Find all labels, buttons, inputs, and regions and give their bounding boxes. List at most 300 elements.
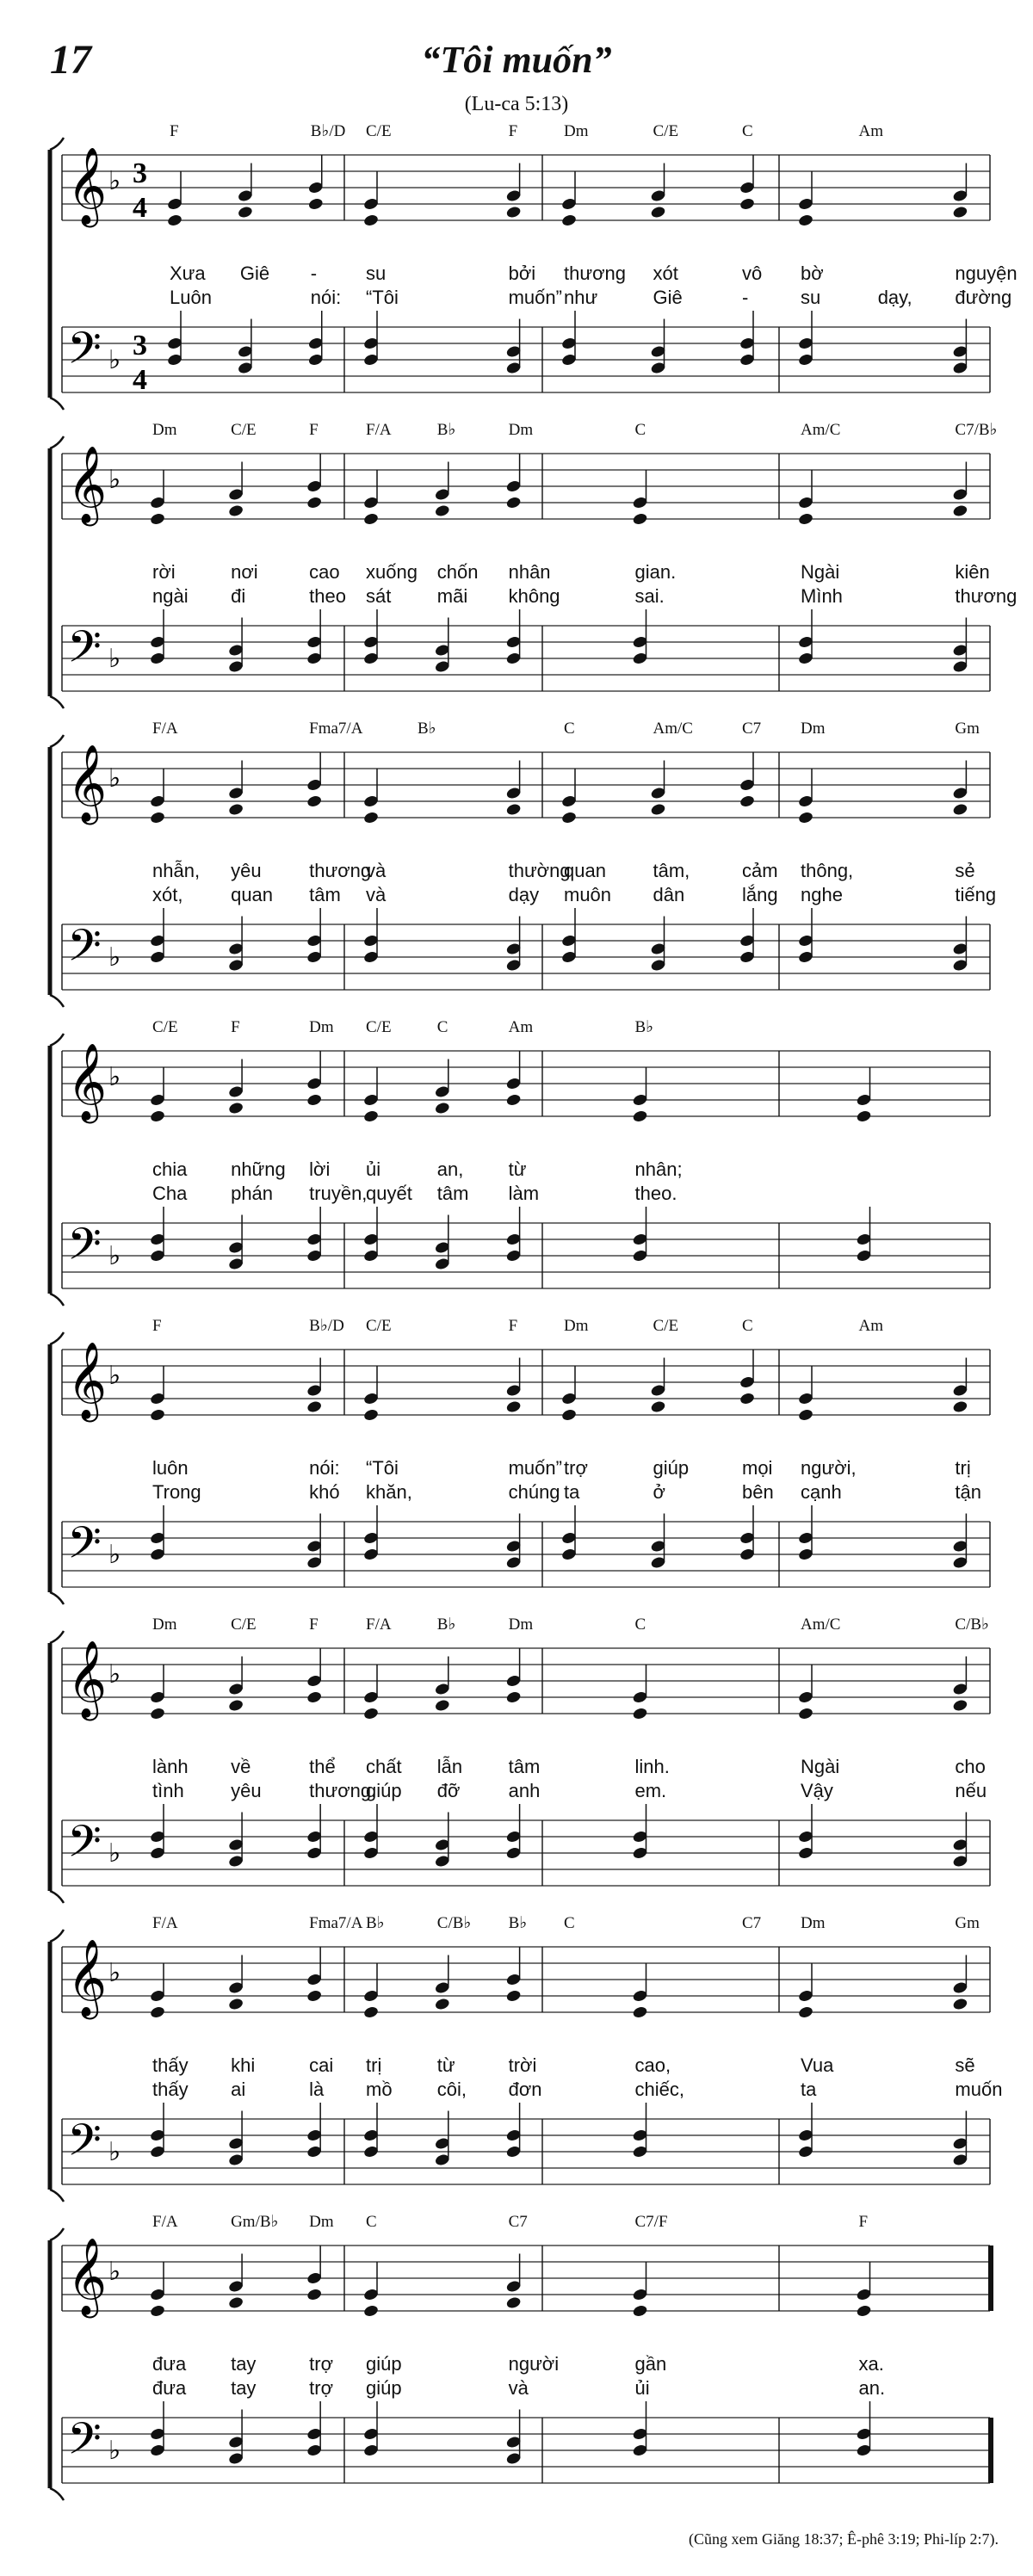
lyric-verse-2: Trong (152, 1481, 201, 1503)
lyric-verse-1: gian. (634, 561, 677, 583)
footer-note: (Cũng xem Giăng 18:37; Ê-phê 3:19; Phi-líp 2:7). (689, 2530, 999, 2548)
treble-clef-icon: 𝄞 (67, 744, 108, 822)
lyric-verse-1: trợ (309, 2353, 334, 2375)
note-head (505, 206, 522, 219)
note-head (952, 206, 968, 219)
lyric-verse-1: cao (309, 561, 340, 583)
note-head (228, 2296, 244, 2310)
lyric-verse-2: ngài (152, 585, 189, 607)
lyric-verse-2: theo. (634, 1183, 677, 1204)
flat-icon: ♭ (108, 2257, 121, 2287)
note-head (306, 794, 323, 808)
note-head (237, 206, 253, 219)
hymn-title: “Tôi muốn” (421, 39, 612, 81)
lyric-verse-1: lời (309, 1158, 331, 1180)
chord-symbol: F/A (152, 1914, 178, 1932)
note-head (505, 1093, 522, 1107)
chord-symbol: F (309, 421, 319, 439)
note-head (228, 1102, 244, 1115)
lyric-verse-2: Giê (653, 287, 683, 308)
chord-symbol: Am/C (801, 421, 841, 439)
chord-symbol: C/E (366, 1317, 392, 1335)
lyric-verse-1: nơi (231, 561, 258, 583)
lyric-verse-2: dạy (508, 884, 540, 905)
chord-symbol: Dm (309, 1018, 334, 1036)
lyric-verse-2: nói: (310, 287, 342, 308)
chord-symbol: B♭ (508, 1914, 528, 1932)
note-head (306, 1400, 323, 1414)
chord-symbol: B♭/D (310, 122, 346, 140)
chord-symbol: Dm (564, 1317, 589, 1335)
note-head (632, 2005, 648, 2019)
lyric-verse-2: tay (231, 2377, 257, 2399)
lyric-verse-1: linh. (634, 1756, 670, 1777)
lyric-verse-1: chia (152, 1158, 188, 1180)
lyric-verse-1: chất (366, 1756, 402, 1777)
chord-symbol: Dm (152, 1615, 177, 1634)
lyric-verse-1: và (366, 860, 387, 881)
bass-clef-icon: 𝄢 (67, 2412, 102, 2475)
treble-clef-icon: 𝄞 (67, 1043, 108, 1121)
lyric-verse-2: Vậy (801, 1780, 833, 1801)
lyric-verse-2: mãi (436, 585, 468, 607)
lyric-verse-1: xót (653, 263, 678, 284)
lyric-verse-1: bờ (801, 263, 824, 284)
lyric-verse-1: mọi (742, 1457, 773, 1479)
chord-symbol: C/E (366, 1018, 392, 1036)
note-head (952, 1699, 968, 1713)
note-head (167, 213, 183, 227)
note-head (150, 1408, 166, 1422)
lyric-verse-2: - (742, 287, 749, 308)
chord-symbol: C/E (152, 1018, 178, 1036)
lyric-verse-1: sẻ (955, 860, 975, 881)
lyric-verse-2: tâm (436, 1183, 469, 1204)
note-head (150, 1707, 166, 1720)
note-head (150, 2005, 166, 2019)
lyric-verse-2: Luôn (170, 287, 212, 308)
note-head (650, 206, 666, 219)
flat-icon: ♭ (108, 2436, 121, 2466)
lyric-verse-2: yêu (231, 1780, 262, 1801)
treble-clef-icon: 𝄞 (67, 1939, 108, 2017)
note-head (505, 803, 522, 817)
note-head (561, 811, 578, 825)
flat-icon: ♭ (108, 1540, 121, 1570)
treble-clef-icon: 𝄞 (67, 1640, 108, 1718)
time-signature: 4 (133, 364, 147, 396)
lyric-verse-1: giúp (366, 2353, 402, 2375)
chord-symbol: Gm/B♭ (231, 2213, 279, 2231)
note-head (150, 1109, 166, 1123)
chord-symbol: Dm (564, 122, 589, 140)
lyric-verse-2: bên (742, 1481, 774, 1503)
system (50, 122, 1018, 410)
flat-icon: ♭ (108, 942, 121, 973)
chord-symbol: C7 (742, 720, 762, 738)
lyric-verse-2: không (508, 585, 560, 607)
chord-symbol: F (309, 1615, 319, 1634)
lyric-verse-1: nhân (508, 561, 551, 583)
flat-icon: ♭ (108, 166, 121, 196)
lyric-verse-2: sai. (634, 585, 665, 607)
note-head (228, 504, 244, 518)
lyric-verse-1: gần (634, 2353, 667, 2375)
lyric-verse-1: lẫn (436, 1756, 463, 1777)
chord-symbol: B♭ (366, 1914, 385, 1932)
flat-icon: ♭ (108, 1062, 121, 1092)
note-head (561, 1408, 578, 1422)
lyric-verse-1: thông, (801, 860, 854, 881)
note-head (739, 794, 756, 808)
final-barline (988, 2418, 993, 2483)
chord-symbol: B♭ (436, 421, 456, 439)
note-head (952, 803, 968, 817)
lyric-verse-2: muốn” (508, 287, 562, 308)
final-barline (988, 2246, 993, 2311)
lyric-verse-1: sẽ (955, 2054, 975, 2076)
lyric-verse-2: nghe (801, 884, 843, 905)
note-head (306, 496, 323, 510)
chord-symbol: F (231, 1018, 240, 1036)
lyric-verse-1: rời (152, 561, 176, 583)
note-head (798, 512, 814, 526)
note-head (434, 1998, 450, 2011)
lyric-verse-2: thương (955, 585, 1018, 607)
note-head (505, 1989, 522, 2003)
lyric-verse-2: thương, (309, 1780, 377, 1801)
lyric-verse-2: giúp (366, 1780, 402, 1801)
chord-symbol: Dm (309, 2213, 334, 2231)
note-head (363, 213, 380, 227)
lyric-verse-1: thể (309, 1756, 336, 1777)
lyric-verse-1: đưa (152, 2353, 187, 2375)
lyric-verse-2: ủi (634, 2377, 650, 2399)
lyric-verse-1: trợ (564, 1457, 588, 1479)
system (50, 2213, 993, 2500)
lyric-verse-2: đường (955, 287, 1012, 308)
lyric-verse-2: và (366, 884, 387, 905)
flat-icon: ♭ (108, 1838, 121, 1869)
chord-symbol: B♭ (634, 1018, 654, 1036)
lyric-verse-2: chúng (508, 1481, 560, 1503)
lyric-verse-1: giúp (653, 1457, 690, 1479)
lyric-verse-2: tình (152, 1780, 184, 1801)
note-head (363, 811, 380, 825)
note-head (632, 1707, 648, 1720)
lyric-verse-2: sát (366, 585, 392, 607)
system (50, 1615, 990, 1903)
lyric-verse-2: đỡ (436, 1780, 461, 1801)
note-head (434, 1102, 450, 1115)
chord-symbol: Am/C (801, 1615, 841, 1634)
system (50, 720, 996, 1007)
note-head (228, 1699, 244, 1713)
lyric-verse-1: - (310, 263, 318, 284)
note-head (505, 1400, 522, 1414)
note-head (798, 2005, 814, 2019)
note-head (363, 1408, 380, 1422)
chord-symbol: Dm (801, 720, 826, 738)
treble-clef-icon: 𝄞 (67, 147, 108, 225)
chord-symbol: Am (858, 122, 883, 140)
lyric-verse-2: muôn (564, 884, 612, 905)
lyric-verse-2: phán (231, 1183, 274, 1204)
lyric-verse-1: thương (309, 860, 372, 881)
note-head (434, 504, 450, 518)
chord-symbol: Gm (955, 720, 980, 738)
chord-symbol: Am/C (653, 720, 693, 738)
lyric-verse-1: xuống (366, 561, 418, 583)
treble-clef-icon: 𝄞 (67, 446, 108, 523)
lyric-verse-1: người (508, 2353, 560, 2375)
lyric-verse-2: em. (634, 1780, 667, 1801)
system (50, 421, 1017, 708)
note-head (632, 2304, 648, 2318)
time-signature: 3 (133, 330, 147, 361)
chord-symbol: C (564, 1914, 575, 1932)
system (50, 1317, 990, 1604)
note-head (306, 1989, 323, 2003)
note-head (650, 1400, 666, 1414)
lyric-verse-2: ta (564, 1481, 580, 1503)
treble-clef-icon: 𝄞 (67, 1342, 108, 1419)
lyric-verse-1: luôn (152, 1457, 189, 1479)
time-signature: 3 (133, 158, 147, 189)
bass-clef-icon: 𝄢 (67, 1218, 102, 1281)
lyric-verse-2: lắng (742, 884, 778, 905)
time-signature: 4 (133, 192, 147, 224)
lyric-verse-1: về (231, 1756, 251, 1777)
lyric-verse-2: và (508, 2377, 529, 2399)
lyric-verse-1: nói: (309, 1457, 340, 1479)
flat-icon: ♭ (108, 763, 121, 794)
lyric-verse-1: trị (366, 2054, 382, 2076)
chord-symbol: Fma7/A (309, 1914, 363, 1932)
lyric-verse-2: là (309, 2079, 325, 2100)
note-head (739, 1392, 756, 1405)
chord-symbol: Am (858, 1317, 883, 1335)
lyric-verse-2: thấy (152, 2079, 189, 2100)
chord-symbol: F (152, 1317, 162, 1335)
lyric-verse-1: kiên (955, 561, 990, 583)
chord-symbol: Dm (508, 421, 534, 439)
chord-symbol: C/B♭ (955, 1615, 989, 1634)
lyric-verse-2: khó (309, 1481, 340, 1503)
chord-symbol: C/E (653, 1317, 679, 1335)
lyric-verse-1: su (366, 263, 387, 284)
note-head (739, 197, 756, 211)
note-head (798, 1408, 814, 1422)
lyric-verse-1: thấy (152, 2054, 189, 2076)
lyric-verse-1: cảm (742, 860, 778, 881)
lyric-verse-1: những (231, 1158, 286, 1180)
lyric-verse-1: vô (742, 263, 763, 284)
chord-symbol: F/A (152, 720, 178, 738)
chord-symbol: C (564, 720, 575, 738)
lyric-verse-1: nguyện (955, 263, 1018, 284)
bass-clef-icon: 𝄢 (67, 621, 102, 683)
lyric-verse-1: Ngài (801, 1756, 840, 1777)
scripture-reference: (Lu-ca 5:13) (464, 93, 569, 115)
lyric-verse-1: từ (508, 1158, 527, 1180)
chord-symbol: C/E (231, 1615, 257, 1634)
lyric-verse-1: xa. (858, 2353, 884, 2375)
chord-symbol: C (742, 1317, 753, 1335)
note-head (505, 2296, 522, 2310)
lyric-verse-2: ở (653, 1481, 665, 1503)
lyric-verse-1: người, (801, 1457, 857, 1479)
chord-symbol: C7 (742, 1914, 762, 1932)
lyric-verse-2: ai (231, 2079, 246, 2100)
lyric-verse-1: tâm, (653, 860, 690, 881)
lyric-verse-1: muốn” (508, 1457, 562, 1479)
lyric-verse-2: tận (955, 1481, 981, 1503)
bass-clef-icon: 𝄢 (67, 1815, 102, 1878)
lyric-verse-1: trời (508, 2054, 537, 2076)
chord-symbol: C/E (653, 122, 679, 140)
hymn-number: 17 (50, 37, 91, 83)
lyric-verse-2: tiếng (955, 884, 997, 905)
lyric-verse-2: dân (653, 884, 685, 905)
note-head (150, 2304, 166, 2318)
lyric-verse-1: tâm (508, 1756, 541, 1777)
lyric-verse-1: Giê (239, 263, 270, 284)
chord-symbol: F (858, 2213, 869, 2231)
lyric-verse-2: ta (801, 2079, 817, 2100)
lyric-verse-1: quan (564, 860, 606, 881)
lyric-verse-1: nhân; (634, 1158, 683, 1180)
chord-symbol: C (742, 122, 753, 140)
lyric-verse-2: trợ (309, 2377, 334, 2399)
flat-icon: ♭ (108, 644, 121, 674)
note-head (505, 1690, 522, 1704)
flat-icon: ♭ (108, 1659, 121, 1690)
chord-symbol: F (508, 1317, 518, 1335)
chord-symbol: F (170, 122, 179, 140)
flat-icon: ♭ (108, 1958, 121, 1988)
lyric-verse-2: nếu (955, 1780, 987, 1801)
flat-icon: ♭ (108, 1361, 121, 1391)
lyric-verse-2: truyền, (309, 1183, 368, 1204)
lyric-verse-1: chốn (436, 561, 479, 583)
note-head (952, 1400, 968, 1414)
chord-symbol: B♭ (436, 1615, 456, 1634)
note-head (150, 512, 166, 526)
lyric-verse-2: theo (309, 585, 346, 607)
lyric-verse-1: bởi (508, 263, 536, 284)
lyric-verse-2: anh (508, 1780, 541, 1801)
lyric-verse-2: dạy, (877, 287, 912, 308)
lyric-verse-2: như (564, 287, 598, 308)
note-head (434, 1699, 450, 1713)
lyric-verse-2: quan (231, 884, 274, 905)
system (50, 1914, 1002, 2202)
chord-symbol: C/B♭ (436, 1914, 472, 1932)
lyric-verse-1: an, (436, 1158, 464, 1180)
lyric-verse-2: giúp (366, 2377, 402, 2399)
chord-symbol: C (366, 2213, 377, 2231)
note-head (505, 496, 522, 510)
note-head (952, 1998, 968, 2011)
chord-symbol: C (634, 421, 646, 439)
lyric-verse-1: cai (309, 2054, 334, 2076)
note-head (856, 1109, 872, 1123)
chord-symbol: B♭/D (309, 1317, 344, 1335)
lyric-verse-1: yêu (231, 860, 262, 881)
lyric-verse-2: côi, (436, 2079, 467, 2100)
lyric-verse-1: thường (508, 860, 571, 881)
note-head (798, 811, 814, 825)
chord-symbol: Dm (508, 1615, 534, 1634)
lyric-verse-2: quyết (366, 1183, 412, 1204)
lyric-verse-1: nhẫn, (152, 860, 201, 881)
lyric-verse-1: tay (231, 2353, 257, 2375)
bass-clef-icon: 𝄢 (67, 919, 102, 982)
chord-symbol: F (508, 122, 518, 140)
system (50, 1018, 990, 1306)
lyric-verse-2: su (801, 287, 821, 308)
note-head (363, 1707, 380, 1720)
chord-symbol: B♭ (418, 720, 436, 738)
lyric-verse-2: Cha (152, 1183, 188, 1204)
note-head (306, 1093, 323, 1107)
chord-symbol: Fma7/A (309, 720, 363, 738)
lyric-verse-1: trị (955, 1457, 971, 1479)
note-head (228, 1998, 244, 2011)
lyric-verse-1: cao, (634, 2054, 671, 2076)
note-head (307, 197, 324, 211)
chord-symbol: F/A (152, 2213, 178, 2231)
lyric-verse-2: đi (231, 585, 246, 607)
chord-symbol: C7 (508, 2213, 528, 2231)
bass-clef-icon: 𝄢 (67, 322, 102, 385)
bass-clef-icon: 𝄢 (67, 1517, 102, 1579)
lyric-verse-2: xót, (152, 884, 183, 905)
flat-icon: ♭ (108, 2137, 121, 2167)
chord-symbol: Gm (955, 1914, 980, 1932)
note-head (363, 2005, 380, 2019)
bass-clef-icon: 𝄢 (67, 2114, 102, 2177)
lyric-verse-1: khi (231, 2054, 256, 2076)
note-head (306, 1690, 323, 1704)
note-head (952, 504, 968, 518)
note-head (363, 512, 380, 526)
lyric-verse-1: “Tôi (366, 1457, 399, 1479)
lyric-verse-1: Vua (801, 2054, 834, 2076)
chord-symbol: C/E (366, 122, 392, 140)
chord-symbol: C (436, 1018, 448, 1036)
note-head (632, 1109, 648, 1123)
note-head (856, 2304, 872, 2318)
lyric-verse-1: Xưa (170, 263, 206, 284)
chord-symbol: Dm (152, 421, 177, 439)
note-head (561, 213, 578, 227)
note-head (632, 512, 648, 526)
lyric-verse-2: “Tôi (366, 287, 399, 308)
lyric-verse-2: mồ (366, 2079, 393, 2100)
chord-symbol: Am (508, 1018, 534, 1036)
flat-icon: ♭ (108, 465, 121, 495)
lyric-verse-2: đơn (508, 2079, 542, 2100)
lyric-verse-2: muốn (955, 2079, 1003, 2100)
lyric-verse-2: an. (858, 2377, 886, 2399)
note-head (150, 811, 166, 825)
lyric-verse-1: Ngài (801, 561, 840, 583)
note-head (798, 213, 814, 227)
lyric-verse-2: Mình (801, 585, 843, 607)
note-head (650, 803, 666, 817)
